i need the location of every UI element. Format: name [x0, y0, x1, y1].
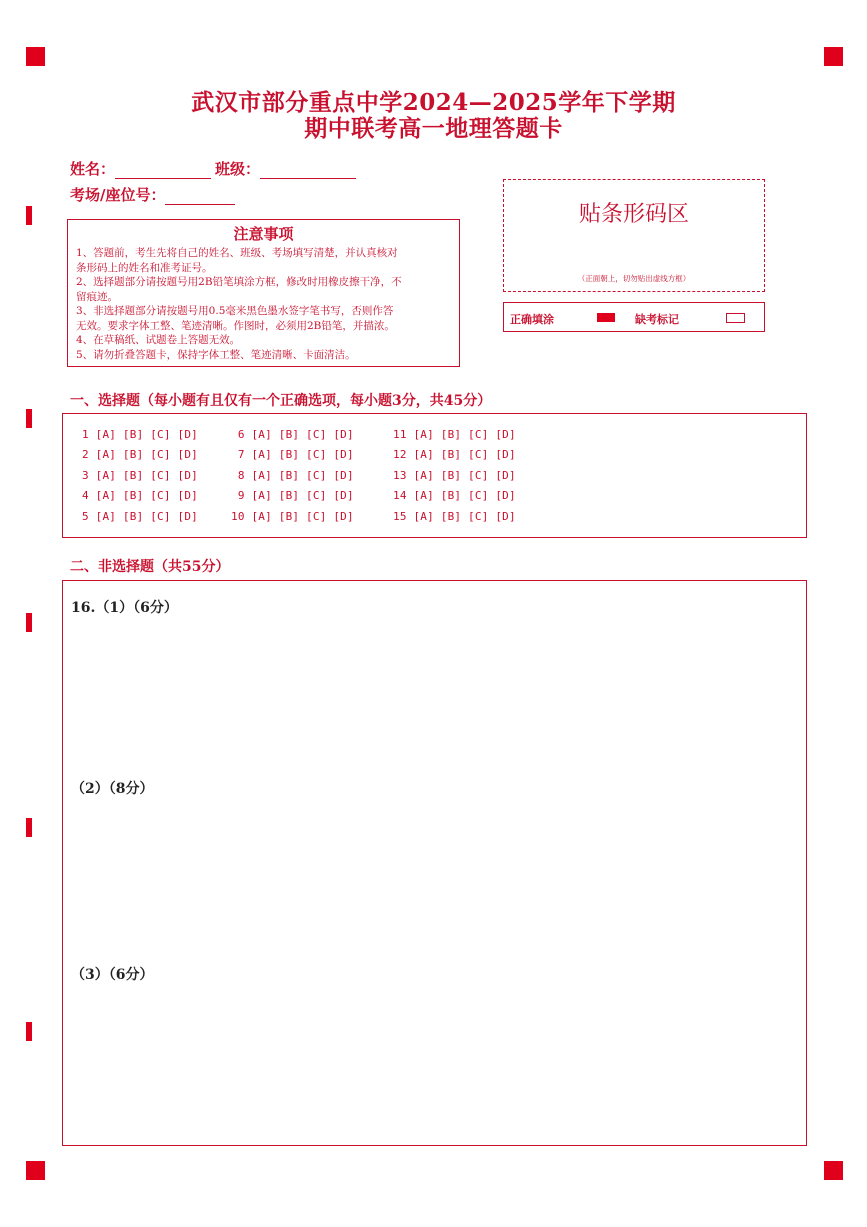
notice-title: 注意事项 [233, 225, 294, 243]
correct-fill-swatch [597, 313, 615, 322]
seat-row [70, 184, 235, 205]
section2-title: 二、非选择题（共55分） [70, 559, 230, 575]
corner-mark-bottom-left [26, 1161, 45, 1180]
class-label: 班级： [215, 160, 261, 178]
notice-box [67, 219, 460, 367]
notice-line: 留痕迹。 [76, 290, 118, 303]
question-16-1-label: 16.（1）（6分） [71, 600, 178, 616]
barcode-area[interactable] [503, 179, 765, 292]
mc-question[interactable]: 13 [A] [B] [C] [D] [393, 469, 516, 482]
absent-mark-label: 缺考标记 [635, 313, 679, 326]
mc-question[interactable]: 3 [A] [B] [C] [D] [82, 469, 198, 482]
notice-line: 1、答题前，考生先将自己的姓名、班级、考场填写清楚，并认真核对 [76, 247, 398, 259]
mc-question[interactable]: 2 [A] [B] [C] [D] [82, 448, 198, 461]
question-16-2-label: （2）（8分） [71, 781, 154, 797]
timing-mark [26, 613, 32, 632]
mc-question[interactable]: 1 [A] [B] [C] [D] [82, 428, 198, 441]
multiple-choice-box [62, 413, 807, 538]
notice-list [68, 244, 459, 362]
mc-question[interactable]: 5 [A] [B] [C] [D] [82, 510, 198, 523]
mc-question[interactable]: 9 [A] [B] [C] [D] [231, 489, 354, 502]
mc-question[interactable]: 10 [A] [B] [C] [D] [231, 510, 354, 523]
seat-field[interactable] [165, 189, 235, 205]
barcode-title: 贴条形码区 [578, 202, 689, 227]
answer-area[interactable] [62, 580, 807, 1146]
corner-mark-bottom-right [824, 1161, 843, 1180]
class-field[interactable] [260, 163, 356, 179]
mc-question[interactable]: 15 [A] [B] [C] [D] [393, 510, 516, 523]
mc-question[interactable]: 7 [A] [B] [C] [D] [231, 448, 354, 461]
name-label: 姓名： [70, 160, 116, 178]
timing-mark [26, 818, 32, 837]
fill-legend [503, 302, 765, 332]
name-class-row [70, 158, 356, 179]
mc-question[interactable]: 4 [A] [B] [C] [D] [82, 489, 198, 502]
timing-mark [26, 1022, 32, 1041]
mc-question[interactable]: 8 [A] [B] [C] [D] [231, 469, 354, 482]
page-title-line1: 武汉市部分重点中学2024—2025学年下学期 [191, 89, 676, 116]
timing-mark [26, 409, 32, 428]
section1-title: 一、选择题（每小题有且仅有一个正确选项，每小题3分，共45分） [70, 393, 492, 409]
notice-line: 无效。要求字体工整、笔迹清晰。作图时，必须用2B铅笔，并描浓。 [76, 319, 395, 332]
notice-line: 2、选择题部分请按题号用2B铅笔填涂方框，修改时用橡皮擦干净，不 [76, 276, 402, 288]
seat-label: 考场/座位号： [70, 186, 166, 204]
corner-mark-top-left [26, 47, 45, 66]
mc-question[interactable]: 6 [A] [B] [C] [D] [231, 428, 354, 441]
barcode-note: （正面朝上，切勿贴出虚线方框） [577, 274, 691, 283]
mc-question[interactable]: 14 [A] [B] [C] [D] [393, 489, 516, 502]
page-title-line2: 期中联考高一地理答题卡 [304, 115, 563, 142]
correct-fill-label: 正确填涂 [510, 313, 554, 326]
mc-question[interactable]: 12 [A] [B] [C] [D] [393, 448, 516, 461]
notice-line: 4、在草稿纸、试题卷上答题无效。 [76, 334, 241, 346]
notice-line: 5、请勿折叠答题卡，保持字体工整、笔迹清晰、卡面清洁。 [76, 348, 356, 361]
notice-line: 3、非选择题部分请按题号用0.5毫米黑色墨水签字笔书写，否则作答 [76, 305, 394, 317]
question-16-3-label: （3）（6分） [71, 967, 154, 983]
mc-question[interactable]: 11 [A] [B] [C] [D] [393, 428, 516, 441]
notice-line: 条形码上的姓名和准考证号。 [76, 261, 213, 274]
name-field[interactable] [115, 163, 211, 179]
timing-mark [26, 206, 32, 225]
absent-mark-box[interactable] [726, 313, 745, 323]
corner-mark-top-right [824, 47, 843, 66]
